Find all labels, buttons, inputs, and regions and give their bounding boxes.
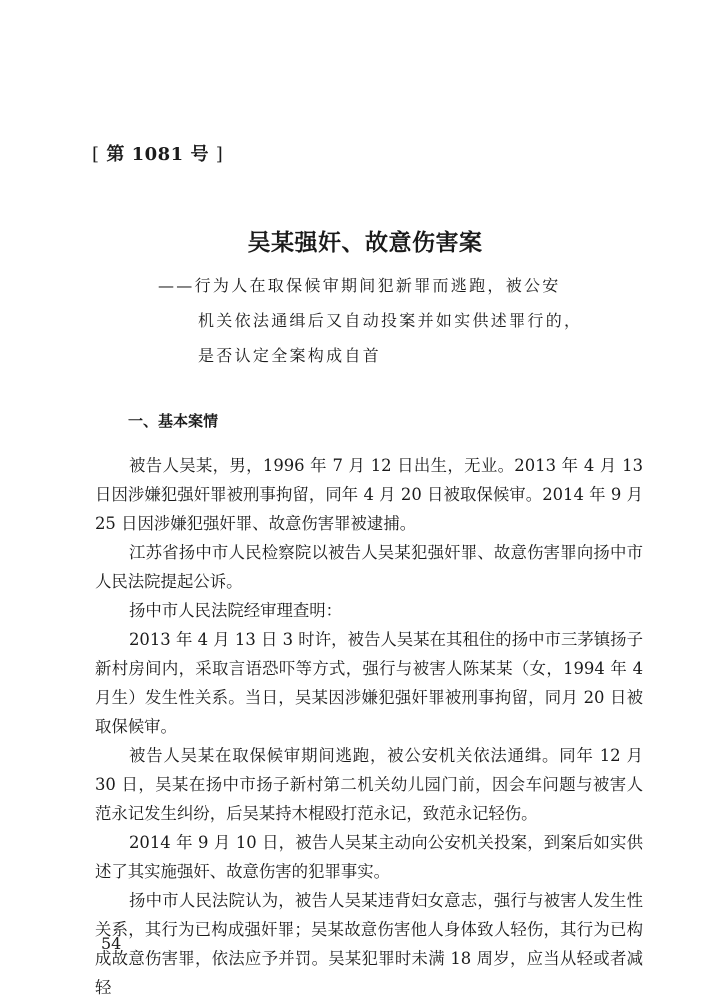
case-number-label: 第 1081 号 (106, 144, 209, 165)
paragraph: 被告人吴某，男，1996 年 7 月 12 日出生，无业。2013 年 4 月 13 日因涉嫌犯强奸罪被刑事拘留，同年 4 月 20 日被取保候审。2014 年 9 月 25 日因涉嫌犯强奸罪、故意伤害罪被逮捕。 (95, 456, 643, 533)
paragraph: 被告人吴某在取保候审期间逃跑，被公安机关依法通缉。同年 12 月 30 日，吴某在扬中市扬子新村第二机关幼儿园门前，因会车问题与被害人范永记发生纠纷，后吴某持木棍殴打范永记，致范永记轻伤。 (95, 746, 643, 823)
paragraph: 扬中市人民法院经审理查明： (129, 601, 343, 620)
subtitle-line: 机关依法通缉后又自动投案并如实供述罪行的， (198, 311, 583, 330)
case-number (92, 140, 223, 166)
paragraph: 2013 年 4 月 13 日 3 时许，被告人吴某在其租住的扬中市三茅镇扬子新村房间内，采取言语恐吓等方式，强行与被害人陈某某（女，1994 年 4 月生）发生性关系。当日，吴某因涉嫌犯强奸罪被刑事拘留，同月 20 日被取保候审。 (95, 630, 643, 736)
close-bracket: ] (215, 144, 224, 165)
subtitle-line: 是否认定全案构成自首 (198, 346, 382, 365)
paragraph: 江苏省扬中市人民检察院以被告人吴某犯强奸罪、故意伤害罪向扬中市人民法院提起公诉。 (95, 543, 643, 591)
case-title: 吴某强奸、故意伤害案 (247, 229, 483, 256)
paragraph: 扬中市人民法院认为，被告人吴某违背妇女意志，强行与被害人发生性关系，其行为已构成强奸罪；吴某故意伤害他人身体致人轻伤，其行为已构成故意伤害罪，依法应予并罚。吴某犯罪时未满 18 周岁，应当从轻或者减轻 (95, 891, 643, 997)
section-heading: 一、基本案情 (128, 412, 219, 430)
body-text (95, 451, 643, 1002)
open-bracket: [ (92, 144, 100, 165)
paragraph: 2014 年 9 月 10 日，被告人吴某主动向公安机关投案，到案后如实供述了其实施强奸、故意伤害的犯罪事实。 (95, 833, 643, 881)
page-number: 54 (101, 934, 122, 953)
case-subtitle (158, 268, 658, 373)
subtitle-line: ——行为人在取保候审期间犯新罪而逃跑，被公安 (158, 276, 561, 295)
